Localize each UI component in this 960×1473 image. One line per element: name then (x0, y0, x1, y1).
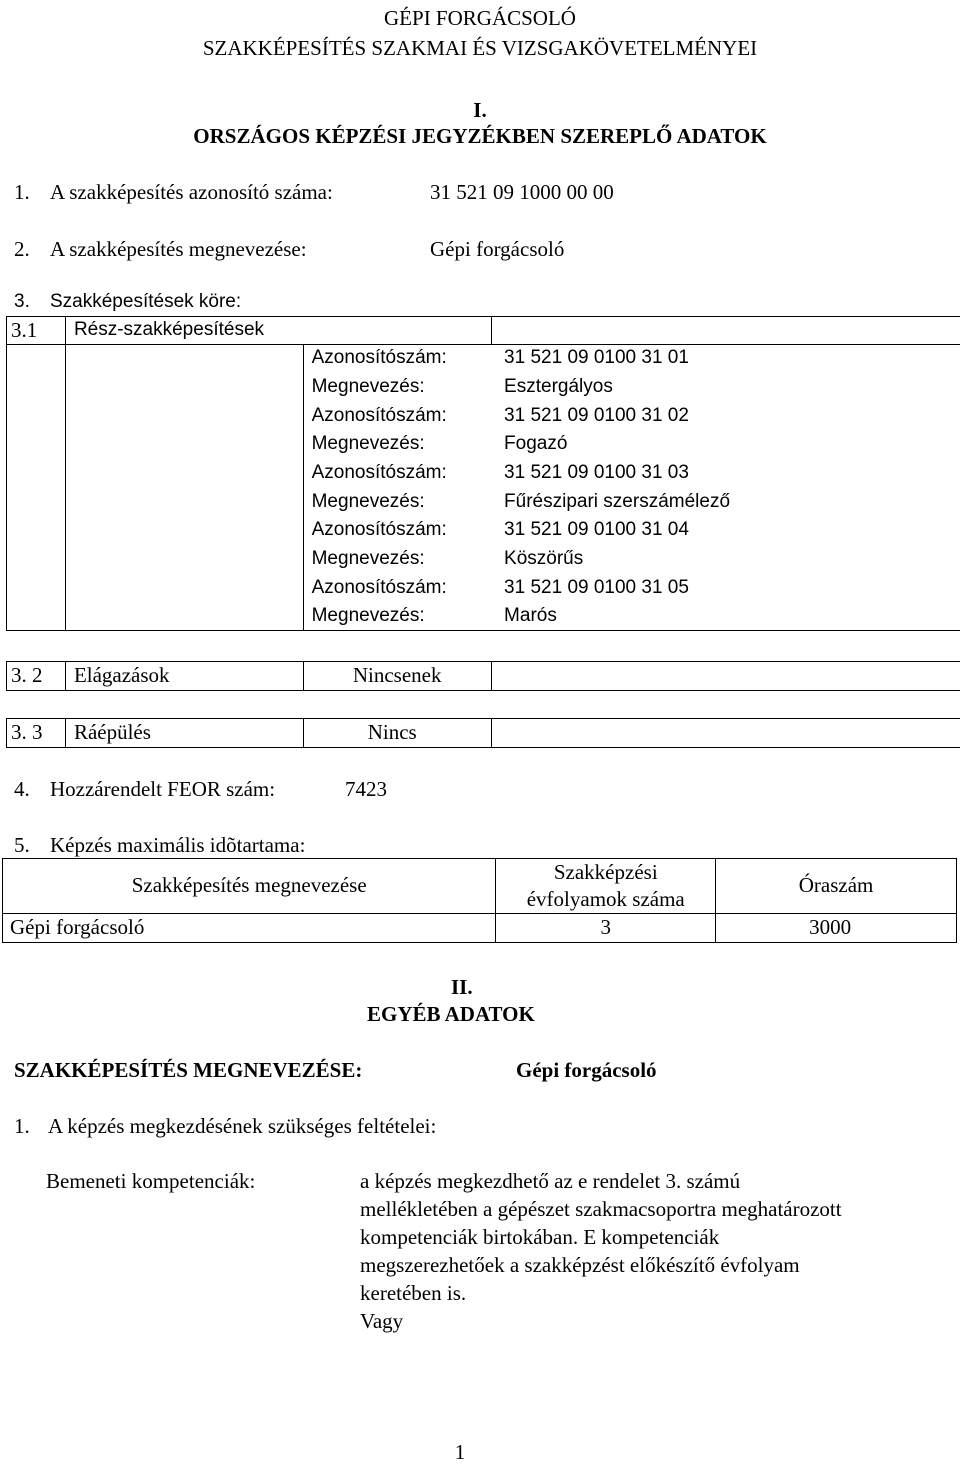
duration-header-years-line2: évfolyamok száma (526, 887, 685, 911)
feor-value: 7423 (345, 777, 387, 801)
partial-row-value: Esztergályos (504, 375, 613, 397)
item3-label: Szakképesítések köre: (50, 291, 242, 312)
partial-row-label: Megnevezés: (311, 547, 425, 569)
partial-row (7, 345, 960, 373)
entry-competence-text (360, 1167, 940, 1335)
partial-row-label: Azonosítószám: (311, 404, 447, 426)
partial-number: 3.1 (7, 317, 66, 345)
qualification-name-label: SZAKKÉPESÍTÉS MEGNEVEZÉSE: (14, 1058, 363, 1082)
item1-label: A szakképesítés azonosító száma: (50, 180, 333, 204)
partial-row (7, 545, 960, 574)
duration-number: 5. (14, 833, 30, 857)
branches-number: 3. 2 (7, 662, 66, 691)
partial-row-value: Fűrészipari szerszámélező (504, 490, 731, 512)
branches-label: Elágazások (65, 662, 303, 691)
item1-number: 1. (14, 180, 30, 204)
partial-row (7, 459, 960, 488)
buildon-number: 3. 3 (7, 719, 66, 748)
partial-row (7, 402, 960, 431)
partial-row (7, 431, 960, 459)
part2-roman: II. (451, 975, 473, 999)
entry-competence-line: megszerezhetőek a szakképzést előkészítő évfolyam (360, 1253, 800, 1277)
partial-row-value: Fogazó (504, 433, 568, 455)
partial-row-label: Azonosítószám: (311, 576, 447, 598)
partial-label: Rész-szakképesítések (73, 319, 265, 341)
buildon-label: Ráépülés (65, 719, 303, 748)
duration-row-name: Gépi forgácsoló (3, 914, 496, 943)
duration-row-years: 3 (496, 914, 716, 943)
partial-row-value: 31 521 09 0100 31 02 (504, 404, 689, 426)
document-title-line2: SZAKKÉPESÍTÉS SZAKMAI ÉS VIZSGAKÖVETELMÉNYEI (202, 36, 758, 60)
feor-label: Hozzárendelt FEOR szám: (50, 777, 276, 801)
page-number: 1 (454, 1440, 466, 1464)
partial-row (7, 603, 960, 631)
partial-row-label: Megnevezés: (311, 375, 425, 397)
partial-row-label: Azonosítószám: (311, 461, 447, 483)
item2-label: A szakképesítés megnevezése: (50, 237, 307, 261)
entry-competence-line: keretében is. (360, 1281, 467, 1305)
item2-value: Gépi forgácsoló (430, 237, 565, 261)
partial-row-value: Marós (504, 604, 557, 626)
duration-header-name: Szakképesítés megnevezése (3, 859, 496, 914)
buildon-value: Nincs (303, 719, 491, 748)
partial-row (7, 517, 960, 545)
item2-number: 2. (14, 237, 30, 261)
duration-row-hours: 3000 (809, 915, 852, 940)
partial-row-label: Megnevezés: (311, 604, 425, 626)
entry-competence-line: kompetenciák birtokában. E kompetenciák (360, 1225, 720, 1249)
duration-header-hours: Óraszám (798, 873, 874, 898)
part2-heading: EGYÉB ADATOK (367, 1002, 535, 1026)
item1-value: 31 521 09 1000 00 00 (430, 180, 614, 204)
partial-qualifications-table (6, 316, 960, 631)
buildon-table (6, 718, 960, 748)
part1-heading: ORSZÁGOS KÉPZÉSI JEGYZÉKBEN SZEREPLŐ ADATOK (193, 124, 767, 148)
partial-row-value: 31 521 09 0100 31 04 (504, 519, 689, 541)
entry-competence-line: a képzés megkezdhető az e rendelet 3. számú (360, 1169, 741, 1193)
qualification-name-value: Gépi forgácsoló (516, 1058, 657, 1082)
entry-number: 1. (14, 1114, 30, 1138)
document-title-line1: GÉPI FORGÁCSOLÓ (384, 6, 576, 30)
partial-row-value: Köszörűs (504, 547, 584, 569)
branches-value: Nincsenek (303, 662, 491, 691)
partial-row-value: 31 521 09 0100 31 05 (504, 576, 689, 598)
partial-row-value: 31 521 09 0100 31 01 (504, 347, 689, 369)
partial-row (7, 574, 960, 603)
entry-label: A képzés megkezdésének szükséges feltételei: (48, 1114, 437, 1138)
partial-row-label: Megnevezés: (311, 490, 425, 512)
entry-competence-line: Vagy (360, 1309, 404, 1333)
duration-table (2, 858, 957, 943)
partial-row-label: Azonosítószám: (311, 347, 447, 369)
partial-row-value: 31 521 09 0100 31 03 (504, 461, 689, 483)
duration-row (3, 914, 957, 943)
feor-number: 4. (14, 777, 30, 801)
partial-row (7, 488, 960, 517)
partial-row-label: Azonosítószám: (311, 519, 447, 541)
branches-table (6, 661, 960, 691)
entry-competence-label: Bemeneti kompetenciák: (46, 1169, 256, 1193)
duration-header-years (496, 859, 716, 914)
partial-row (7, 373, 960, 402)
partial-row-label: Megnevezés: (311, 433, 425, 455)
part1-roman: I. (473, 98, 487, 122)
entry-competence-line: mellékletében a gépészet szakmacsoportra meghatározott (360, 1197, 842, 1221)
duration-label: Képzés maximális idõtartama: (50, 833, 306, 857)
item3-number: 3. (14, 291, 30, 312)
duration-header-years-line1: Szakképzési (553, 860, 658, 884)
